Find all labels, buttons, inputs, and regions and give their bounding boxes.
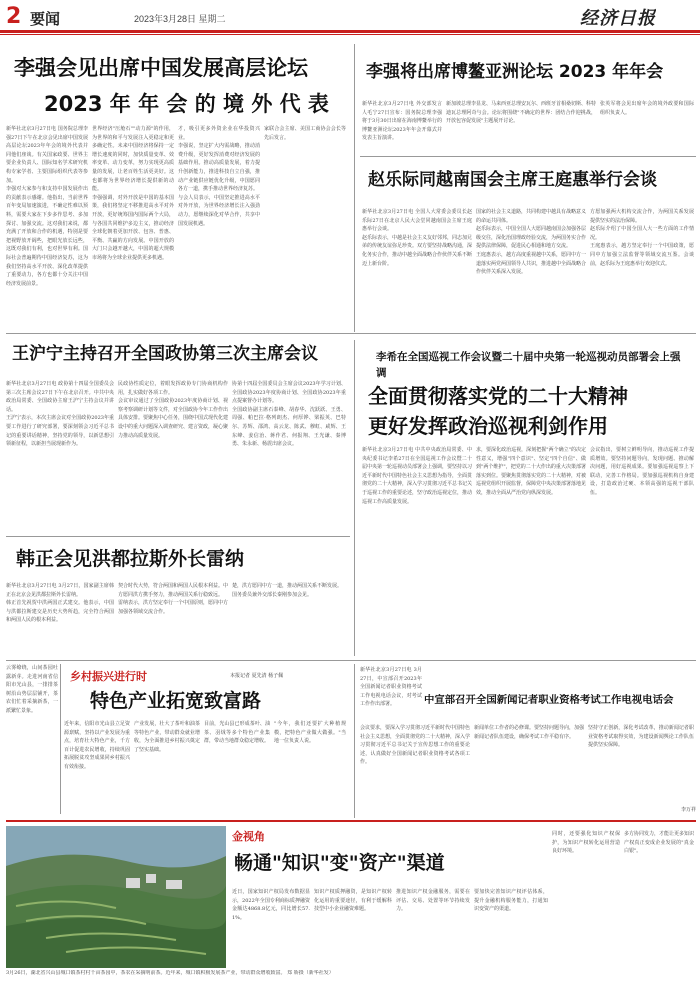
divider-vertical-top (354, 44, 355, 332)
a8-title: 中宣部召开全国新闻记者职业资格考试工作电视电话会 (424, 694, 674, 706)
a1-title-line1: 李强会见出席中国发展高层论坛 (14, 56, 308, 80)
divider-row1 (6, 333, 696, 334)
a9-col5: 同时，还要强化知识产权保护，为知识产权转化运用营造良好环境。 (552, 831, 620, 855)
a8-lead: 新华社北京3月27日电 3月27日，中宣部召开2023年全国新闻记者职业资格考试工作电视电话会议，对考试工作作出部署。 (360, 667, 422, 708)
a8-col2: 新闻单位工作者的必修课。要坚持问题导向，加强新闻记者队伍建设，确保考试工作平稳有序。 (474, 725, 584, 740)
a2-col2: 新加坡总理李显龙、马来西亚总理安瓦尔、西班牙首相桑切斯、科特迪瓦总理阿奇与会。论坛将围绕"不确定的世界：团结合作迎挑战，开放包容促发展"主题展开讨论。 (446, 101, 596, 125)
photo-caption: 3月26日，湖北省兴山县城口镇茶村村千亩茶园中，茶农在采摘明前茶。近年来，城口镇积极发展茶产业，带动群众增收致富。 郑 娇摄（新华社发） (6, 970, 334, 976)
a1-col1: 新华社北京3月27日电 国务院总理李强27日下午在北京会见出席中国发展高层论坛2023年年会的境外代表并同他们座谈。有关国家政要、世界主要企业负责人、国际知名学术研究机构专家学者、主要国际组织代表等参加。 李强对大家参与和支持中国发展作出的贡献表示感谢。他指出，当前世界百年变局加速演进，不确定性难以预料，需要大家在下步多作思考、多加探讨、加强交流。这对我们来说，都充满了开放和合作的机遇，特别是要把视野放开阔些，把眼光放长远些，这既对我们有利，也对世界有利。国际社会普遍期待中国经济复苏，这为我们坚持高水平开放、深化改革提供了重要动力，各方也都十分关注中国经济发展前景。 (6, 126, 88, 287)
a4-title: 王沪宁主持召开全国政协第三次主席会议 (12, 344, 318, 364)
a6-title: 韩正会见洪都拉斯外长雷纳 (16, 548, 245, 570)
a3-col3: 方愿加强两大机构交流合作，为两国关系发展提供坚实的法治保障。 赵乐际介绍了中国全国人大一些方面的工作情况。 王庭惠表示，越方坚定奉行一个中国政策，愿同中方加强立法监督等领域交流互鉴。会谈前，赵乐际为王庭惠举行欢迎仪式。 (590, 209, 694, 267)
a7-column-tag: 乡村振兴进行时 (70, 670, 147, 683)
a9-col6: 多方协同发力，才能让更多知识产权真正变成企业发展的"真金白银"。 (624, 831, 694, 855)
a5-col3: 会议指出，要树立鲜明导向，推动巡视工作提质增效。要坚持问题导向，发现问题、推动解决问题，用好巡视成果。要加强巡视巡察上下联动，完善工作格局。要加强巡视机构自身建设，打造政治过硬、本领高强的巡视干部队伍。 (590, 447, 694, 496)
a1-col4: 家联合会主席、美国工商协会会长等先后发言。 (264, 126, 346, 141)
a3-col2: 国家的社会主义道路，共同构建中越具有战略意义的命运共同体。 赵乐际表示，中国全国人大愿同越南国会加强各层级交往，深化治国理政经验交流，为两国务实合作提供法律保障，促进民心相通和地方交流。 王庭惠表示，越方高度重视越中关系，愿同中方一道落实两党两国领导人共识，推进越中全面战略合作伙伴关系深入发展。 (476, 209, 586, 276)
a8-col1: 会议要求，要深入学习贯彻习近平新时代中国特色社会主义思想，全面贯彻党的二十大精神，深入学习贯彻习近平总书记关于宣传思想工作的重要论述，认真做好全国新闻记者职业资格考试各项工作。 (360, 725, 470, 766)
divider-a4-a6 (6, 536, 350, 537)
a5-col1: 新华社北京3月27日电 中共中央政治局常委、中央纪委书记李希27日在全国巡视工作会议暨二十届中央第一轮巡视动员部署会上强调，要坚持以习近平新时代中国特色社会主义思想为指导，全面贯彻党的二十大精神，深入学习贯彻习近平总书记关于巡视工作的重要论述，坚守政治巡视定位，推动巡视工作高质量发展。 (362, 447, 472, 505)
divider-row3 (6, 820, 696, 822)
a8-byline: 李万祥 (680, 807, 696, 813)
a5-col2: 求，要深化政治巡视，深刻把握"两个确立"的决定性意义，增强"四个意识"、坚定"四个自信"、做到"两个维护"，把党的二十大作出的重大决策部署落实到位。要聚焦贯彻落实党的二十大精神，对被巡视党组织开展监督，保障党中央决策部署落地见效，推动全面从严治党向纵深发展。 (476, 447, 586, 496)
newspaper-logo: 经济日报 (580, 8, 656, 29)
page-number: 2 (6, 4, 22, 29)
a7-col2: 产业发展，壮大了茶叶和油茶等特色产业，带动群众就业增收，为全面推进乡村振兴奠定了坚实基础。 (134, 721, 200, 753)
a6-col1: 新华社北京3月27日电 3月27日，国家副主席韩正在北京会见洪都拉斯外长雷纳。 韩正首先祝贺中洪两国正式建交。他表示，中国与洪都拉斯建交是历史大势所趋，完全符合两国和两国人民的根本利益。 (6, 583, 114, 624)
a1-col3: 才，吸引更多外资企业在华投资兴业。 李强说，坚定扩大内需战略，推动消费升级，更好发挥消费对经济发展的基础作用。推动高质量发展，着力提升创新能力，推进科技自立自强，推动产业链供应链优化升级，中国愿同各方一道，携手推动世界经济复苏。 与会人员表示，中国坚定推进高水平对外开放，为世界经济增长注入强劲动力，愿继续深化对华合作，共享中国发展机遇。 (178, 126, 260, 227)
a1-col2: 世界经济"压舱石""动力源"的作用，为世界的和平与发展注入更稳定和更多确定性。未来中国经济将保持一定增长速度的同时，加快质量变革、效率变革、动力变革，努力实现更高质量的发展，让老百姓生活更美好。这也都将为世界经济增长提供新的动能。 李强强调，对外开放是中国的基本国策，我们将坚定不移推进高水平对外开放，更好统筹国内国际两个大局，与各国共同维护多边主义，推动经济全球化朝着更加开放、包容、普惠、平衡、共赢的方向发展。中国开放的大门只会越开越大，中国的超大规模市场将为全球企业提供更多机遇。 (92, 126, 174, 261)
page-section-name: 要闻 (30, 10, 61, 28)
a5-kicker: 李希在全国巡视工作会议暨二十届中央第一轮巡视动员部署会上强调 (376, 351, 681, 379)
a9-col4: 要加快完善知识产权评估体系，提升金融机构服务能力，打通知识变资产的渠道。 (474, 889, 548, 913)
a2-col3: 张英军将会见出席年会的境外政要和国际组织负责人。 (600, 101, 694, 116)
a7-sidebar-text: 云雾缭绕，山间茶园吐露新芽。走进河南省信阳市光山县，一排排茶树沿山势层层铺开，茶农们忙着采摘新茶，一派繁忙景象。 (6, 665, 58, 714)
divider-a2-a3 (360, 156, 696, 157)
divider-row2 (6, 660, 696, 661)
a7-col1: 近年来，信阳市光山县立足资源禀赋，坚持以产业发展为重点，培育壮大特色产业，千方百计促进农民增收，持续巩固拓展脱贫攻坚成果同乡村振兴有效衔接。 (64, 721, 130, 770)
divider-vertical-mid (354, 340, 355, 656)
a5-title-line1: 全面贯彻落实党的二十大精神 (368, 384, 628, 408)
a7-sidebar-divider (60, 664, 61, 814)
a7-col4: "今年，我们还要扩大种植规模，把特色产业做大做强。"当地一位负责人说。 (274, 721, 346, 745)
a8-col3: 坚持守正创新，深化考试改革，推动新闻记者职业资格考试取得实效，为建设新闻舆论工作队伍提供坚实保障。 (588, 725, 694, 749)
a6-col2: 契合时代大势，符合两国和两国人民根本利益。中方愿同洪方携手努力，推动两国关系行稳致远。 雷纳表示，洪方坚定奉行一个中国原则，愿同中方加强各领域交流合作。 (118, 583, 228, 615)
a4-col3: 协第十四届全国委员会主席会议2023年学习计划、全国政协2023年度协商计划、全国政协2023年重点提案督办计划等。 全国政协副主席石泰峰、胡春华、沈跃跃、王勇、周强、帕巴拉·格列朗杰、何厚铧、梁振英、巴特尔、苏辉、邵鸿、高云龙、陈武、穆虹、咸辉、王东峰、姜信治、蒋作君、何报翔、王光谦、秦博勇、朱永新、杨震出席会议。 (232, 381, 346, 448)
issue-date: 2023年3月28日 星期二 (134, 14, 226, 24)
a2-title: 李强将出席博鳌亚洲论坛 2023 年年会 (366, 62, 664, 82)
a9-col1: 近日，国家知识产权局发布数据显示，2022年全国专利商标质押融资金额达4868.8亿元，同比增长57.1%。 (232, 889, 310, 921)
a7-byline: 本报记者 夏先清 杨子佩 (230, 673, 284, 679)
a7-title: 特色产业拓宽致富路 (90, 690, 262, 712)
a4-col2: 民政协性质定位，着眼发挥政协专门协商机构作用，扎实做好各项工作。 会议审议通过了全国政协2023年度协商计划、视察考察调研计划等文件，对全国政协今年工作作出具体安排。要聚焦中心任务，围绕中国式现代化建设中的重大问题深入调查研究、建言资政，凝心聚力推动高质量发展。 (118, 381, 228, 439)
a5-title-line2: 更好发挥政治巡视利剑作用 (368, 414, 608, 438)
header-rule (0, 30, 700, 33)
tea-garden-illustration (6, 826, 226, 968)
a9-col2: 知识产权质押融资，是知识产权转化运用的重要途径，有利于缓解科技型中小企业融资难题。 (314, 889, 392, 913)
tea-garden-photo (6, 826, 226, 968)
a9-column-tag: 金视角 (232, 830, 265, 843)
header-rule-thin (0, 34, 700, 35)
a1-title-line2: 2023 年 年 会 的 境 外 代 表 (44, 92, 329, 116)
a6-col3: 楚，洪方愿同中方一道，推动两国关系不断发展。 国务委员兼外交部长秦刚参加会见。 (232, 583, 343, 598)
a7-col3: 目前，光山县已形成茶叶、油茶、羽绒等多个特色产业集群，带动当地群众稳定增收。 (204, 721, 270, 745)
a2-col1: 新华社北京3月27日电 外交部发言人毛宁27日宣布：国务院总理李强将于3月30日出席在海南博鳌举行的博鳌亚洲论坛2023年年会开幕式并发表主旨演讲。 (362, 101, 442, 142)
a3-title: 赵乐际同越南国会主席王庭惠举行会谈 (368, 170, 657, 190)
divider-vertical-bottom (354, 664, 355, 818)
a9-title: 畅通"知识"变"资产"渠道 (234, 852, 445, 874)
a9-col3: 推进知识产权金融服务，需要在评估、交易、处置等环节持续发力。 (396, 889, 470, 913)
a3-col1: 新华社北京3月27日电 全国人大常委会委员长赵乐际27日在北京人民大会堂同越南国会主席王庭惠举行会谈。 赵乐际表示，中越是社会主义友好邻邦，同志加兄弟的传统友谊弥足珍贵。双方要坚持战略沟通，深化务实合作，推动中越全面战略合作伙伴关系不断迈上新台阶。 (362, 209, 472, 267)
a4-col1: 新华社北京3月27日电 政协第十四届全国委员会第三次主席会议27日下午在北京召开。中共中央政治局常委、全国政协主席王沪宁主持会议并讲话。 王沪宁表示，本次主席会议对全国政协2023年重要工作进行了研究部署，要深刻领会习近平总书记的重要讲话精神，坚持党的领导，以新思想引领新征程，以新担当展现新作为。 (6, 381, 114, 448)
